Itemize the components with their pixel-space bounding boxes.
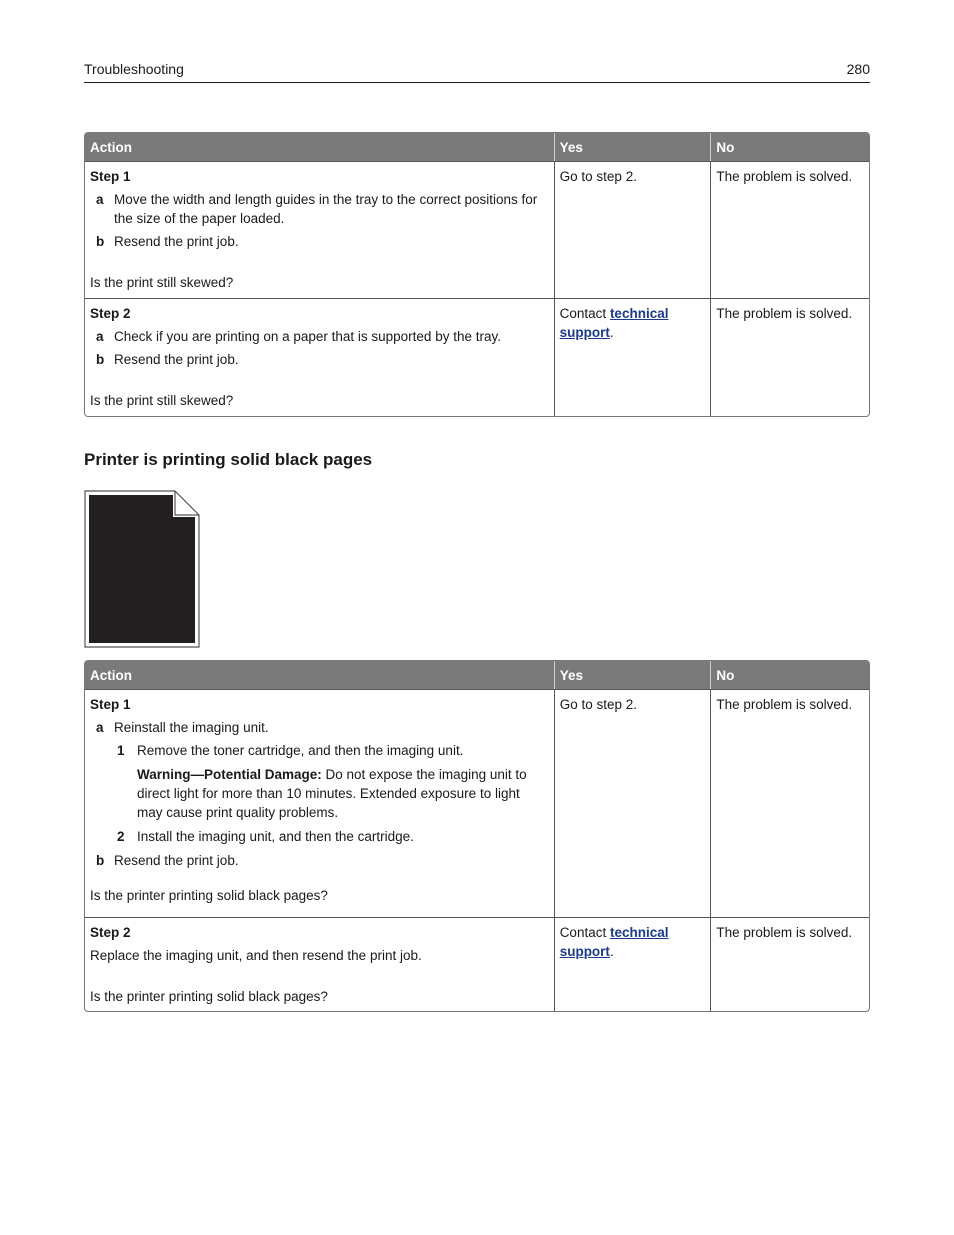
yes-suffix: .: [609, 325, 614, 340]
action-cell: [85, 298, 555, 416]
black-pages-troubleshooting-table: [84, 660, 870, 1012]
item-label: a: [96, 192, 104, 207]
step-question: Is the print still skewed?: [90, 275, 234, 290]
step-title: Step 1: [90, 697, 131, 712]
yes-cell: Go to step 2.: [555, 161, 712, 298]
yes-cell: Go to step 2.: [555, 689, 712, 917]
no-cell: The problem is solved.: [711, 917, 869, 1011]
warning-label: Warning—Potential Damage:: [137, 767, 322, 782]
item-text: Reinstall the imaging unit.: [114, 720, 269, 735]
column-header-action: Action: [85, 661, 555, 689]
table-row: [85, 917, 869, 1011]
skew-troubleshooting-table: [84, 132, 870, 417]
warning-note: [137, 765, 549, 822]
step-question: Is the print still skewed?: [90, 393, 234, 408]
column-header-action: Action: [85, 133, 555, 161]
item-label: b: [96, 352, 105, 367]
step-question: Is the printer printing solid black pages?: [90, 888, 328, 903]
header-section-title: Troubleshooting: [84, 61, 184, 77]
step-text: Replace the imaging unit, and then resend the print job.: [90, 948, 422, 963]
no-cell: The problem is solved.: [711, 689, 869, 917]
yes-prefix: Contact: [559, 925, 610, 940]
action-cell: [85, 917, 555, 1011]
item-text: Move the width and length guides in the tray to the correct positions for the size of the paper loaded.: [114, 192, 538, 226]
numbered-text: Install the imaging unit, and then the cartridge.: [137, 829, 414, 844]
list-item: [90, 350, 549, 369]
item-text: Check if you are printing on a paper that is supported by the tray.: [114, 329, 501, 344]
step-title: Step 2: [90, 306, 131, 321]
column-header-no: No: [711, 661, 869, 689]
technical-support-link[interactable]: technical support: [559, 925, 669, 959]
page-number: 280: [846, 61, 870, 77]
item-text: Resend the print job.: [114, 234, 239, 249]
page-header: [84, 60, 870, 83]
yes-prefix: Contact: [559, 306, 610, 321]
table-row: [85, 689, 869, 917]
table-row: [85, 298, 869, 416]
solid-black-page-figure: [84, 490, 200, 648]
list-item: [90, 232, 549, 251]
item-label: b: [96, 234, 105, 249]
list-item: [90, 851, 549, 870]
numbered-text: Remove the toner cartridge, and then the imaging unit.: [137, 743, 464, 758]
list-item: [90, 718, 549, 737]
table-row: [85, 161, 869, 298]
yes-cell: [555, 298, 712, 416]
step-title: Step 2: [90, 925, 131, 940]
item-text: Resend the print job.: [114, 352, 239, 367]
item-label: a: [96, 329, 104, 344]
number-label: 2: [117, 829, 125, 844]
list-item: [90, 327, 549, 346]
number-label: 1: [117, 743, 125, 758]
item-label: b: [96, 853, 105, 868]
numbered-item: [114, 827, 549, 846]
column-header-yes: Yes: [555, 133, 712, 161]
black-page-illustration: [84, 490, 200, 648]
item-label: a: [96, 720, 104, 735]
column-header-no: No: [711, 133, 869, 161]
yes-cell: [555, 917, 712, 1011]
table-header-row: [85, 661, 869, 689]
no-cell: The problem is solved.: [711, 161, 869, 298]
yes-suffix: .: [609, 944, 614, 959]
no-cell: The problem is solved.: [711, 298, 869, 416]
table-header-row: [85, 133, 869, 161]
list-item: [90, 190, 549, 228]
action-cell: [85, 689, 555, 917]
column-header-yes: Yes: [555, 661, 712, 689]
warning-text: Do not expose the imaging unit to direct light for more than 10 minutes. Extended exposure to light may cause print quality problems.: [137, 767, 527, 820]
item-text: Resend the print job.: [114, 853, 239, 868]
technical-support-link[interactable]: technical support: [559, 306, 669, 340]
step-title: Step 1: [90, 169, 131, 184]
step-question: Is the printer printing solid black pages?: [90, 989, 328, 1004]
action-cell: [85, 161, 555, 298]
section-title: Printer is printing solid black pages: [84, 450, 373, 469]
numbered-item: [114, 741, 549, 760]
